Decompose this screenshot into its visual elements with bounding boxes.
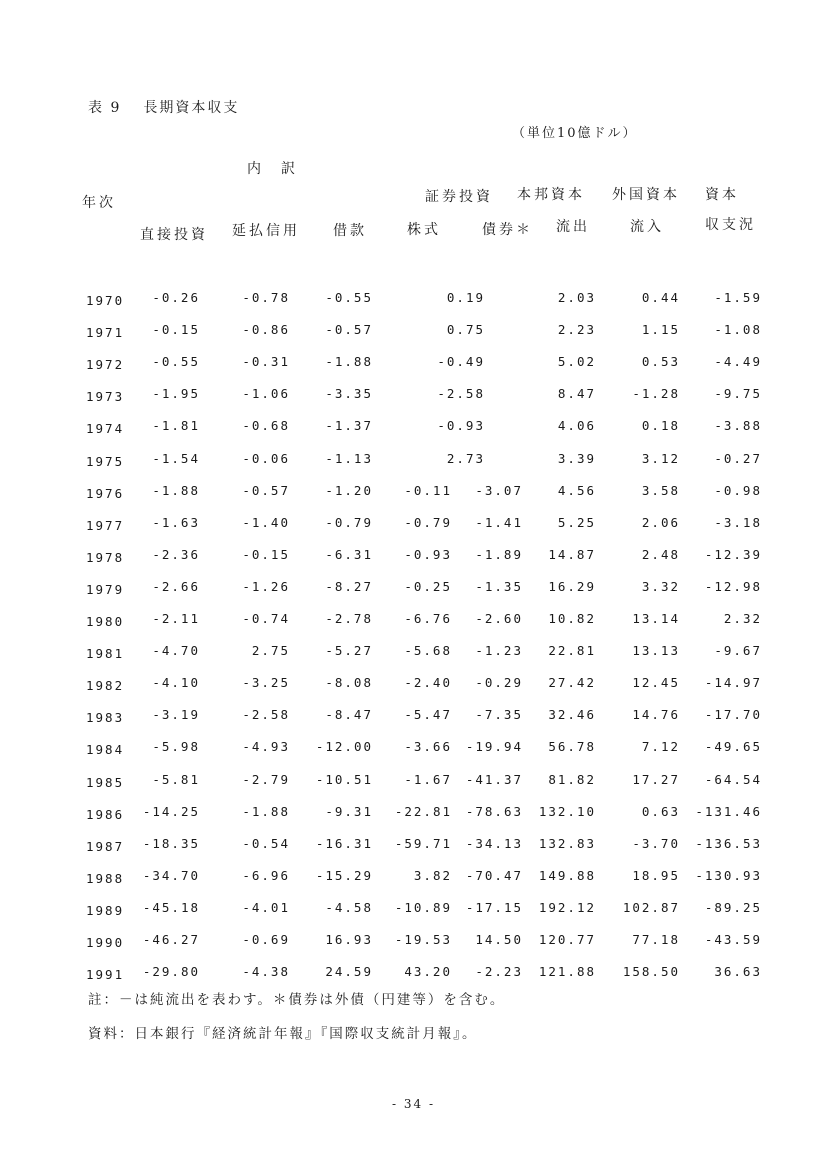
cell-loans: -1.37	[325, 418, 373, 433]
cell-stocks: -0.11	[404, 483, 452, 498]
cell-loans: -1.88	[325, 354, 373, 369]
cell-direct: -1.95	[152, 386, 200, 401]
cell-deferred: -0.06	[242, 451, 290, 466]
cell-year: 1972	[86, 357, 125, 372]
cell-balance: 2.32	[723, 611, 762, 626]
page-number: - 34 -	[391, 1097, 435, 1111]
cell-loans: -3.35	[325, 386, 373, 401]
cell-direct: -4.70	[152, 643, 200, 658]
foreign-capital-header: 外国資本	[612, 187, 680, 203]
cell-direct: -45.18	[142, 900, 200, 915]
cell-year: 1979	[86, 582, 125, 597]
cell-outflow: 10.82	[548, 611, 596, 626]
cell-loans: -6.31	[325, 547, 373, 562]
cell-inflow: 0.18	[641, 418, 680, 433]
cell-balance: -4.49	[714, 354, 762, 369]
cell-outflow: 121.88	[538, 964, 596, 979]
cell-outflow: 4.56	[557, 483, 596, 498]
cell-securities-total: -0.49	[437, 354, 485, 369]
table-title-text: 長期資本収支	[143, 100, 240, 116]
cell-year: 1987	[86, 839, 125, 854]
cell-outflow: 192.12	[538, 900, 596, 915]
cell-inflow: 158.50	[622, 964, 680, 979]
balance-header: 収支況	[705, 217, 756, 233]
outflow-header: 流出	[556, 219, 590, 235]
cell-loans: -8.47	[325, 707, 373, 722]
cell-direct: -2.11	[152, 611, 200, 626]
cell-balance: -131.46	[695, 804, 762, 819]
cell-loans: -2.78	[325, 611, 373, 626]
cell-deferred: -0.78	[242, 290, 290, 305]
cell-deferred: -0.54	[242, 836, 290, 851]
cell-outflow: 16.29	[548, 579, 596, 594]
cell-direct: -1.88	[152, 483, 200, 498]
cell-inflow: 3.12	[641, 451, 680, 466]
cell-bonds: -17.15	[465, 900, 523, 915]
cell-loans: -15.29	[315, 868, 373, 883]
cell-outflow: 4.06	[557, 418, 596, 433]
cell-year: 1978	[86, 550, 125, 565]
cell-direct: -5.98	[152, 739, 200, 754]
cell-year: 1976	[86, 486, 125, 501]
cell-balance: -43.59	[704, 932, 762, 947]
table-title	[82, 97, 239, 117]
cell-inflow: 102.87	[622, 900, 680, 915]
cell-bonds: -1.23	[475, 643, 523, 658]
cell-year: 1988	[86, 871, 125, 886]
cell-stocks: -0.93	[404, 547, 452, 562]
cell-deferred: -1.88	[242, 804, 290, 819]
cell-outflow: 81.82	[548, 772, 596, 787]
cell-bonds: -7.35	[475, 707, 523, 722]
cell-outflow: 2.03	[557, 290, 596, 305]
cell-year: 1984	[86, 742, 125, 757]
cell-deferred: -0.68	[242, 418, 290, 433]
cell-outflow: 5.02	[557, 354, 596, 369]
cell-stocks: -59.71	[394, 836, 452, 851]
cell-stocks: 3.82	[413, 868, 452, 883]
cell-balance: -17.70	[704, 707, 762, 722]
cell-direct: -1.63	[152, 515, 200, 530]
cell-balance: -49.65	[704, 739, 762, 754]
cell-outflow: 132.10	[538, 804, 596, 819]
cell-balance: -9.67	[714, 643, 762, 658]
cell-securities-total: 0.19	[446, 290, 485, 305]
cell-direct: -2.66	[152, 579, 200, 594]
cell-inflow: 0.53	[641, 354, 680, 369]
cell-stocks: -0.25	[404, 579, 452, 594]
cell-deferred: -0.31	[242, 354, 290, 369]
cell-outflow: 2.23	[557, 322, 596, 337]
cell-deferred: -4.01	[242, 900, 290, 915]
cell-deferred: -2.58	[242, 707, 290, 722]
cell-deferred: -0.57	[242, 483, 290, 498]
cell-outflow: 5.25	[557, 515, 596, 530]
cell-loans: -1.13	[325, 451, 373, 466]
year-header: 年次	[82, 195, 116, 211]
cell-loans: -16.31	[315, 836, 373, 851]
cell-bonds: -19.94	[465, 739, 523, 754]
cell-year: 1973	[86, 389, 125, 404]
cell-direct: -0.55	[152, 354, 200, 369]
inflow-header: 流入	[630, 219, 664, 235]
cell-securities-total: 2.73	[446, 451, 485, 466]
cell-balance: 36.63	[714, 964, 762, 979]
cell-securities-total: 0.75	[446, 322, 485, 337]
table-number: 表 9	[88, 100, 122, 116]
cell-bonds: -1.89	[475, 547, 523, 562]
cell-deferred: -0.15	[242, 547, 290, 562]
cell-inflow: 17.27	[632, 772, 680, 787]
cell-balance: -14.97	[704, 675, 762, 690]
direct-investment-header: 直接投資	[140, 227, 208, 243]
cell-direct: -0.26	[152, 290, 200, 305]
cell-balance: -1.08	[714, 322, 762, 337]
unit-label: （単位10億ドル）	[512, 126, 638, 141]
cell-year: 1983	[86, 710, 125, 725]
cell-year: 1974	[86, 421, 125, 436]
cell-inflow: 13.14	[632, 611, 680, 626]
cell-deferred: -1.06	[242, 386, 290, 401]
cell-loans: -0.79	[325, 515, 373, 530]
cell-loans: -10.51	[315, 772, 373, 787]
cell-deferred: -4.93	[242, 739, 290, 754]
cell-deferred: 2.75	[251, 643, 290, 658]
note-text: 註：－は純流出を表わす。＊債券は外債（円建等）を含む。	[88, 992, 506, 1008]
cell-inflow: 3.32	[641, 579, 680, 594]
cell-bonds: -2.60	[475, 611, 523, 626]
cell-bonds: -70.47	[465, 868, 523, 883]
cell-loans: -8.27	[325, 579, 373, 594]
cell-deferred: -1.40	[242, 515, 290, 530]
cell-balance: -3.88	[714, 418, 762, 433]
cell-balance: -136.53	[695, 836, 762, 851]
cell-direct: -34.70	[142, 868, 200, 883]
cell-year: 1990	[86, 935, 125, 950]
stocks-header: 株式	[407, 222, 441, 238]
cell-direct: -0.15	[152, 322, 200, 337]
cell-deferred: -3.25	[242, 675, 290, 690]
cell-loans: -0.55	[325, 290, 373, 305]
cell-inflow: 77.18	[632, 932, 680, 947]
cell-bonds: -78.63	[465, 804, 523, 819]
cell-balance: -12.98	[704, 579, 762, 594]
cell-bonds: -2.23	[475, 964, 523, 979]
cell-direct: -4.10	[152, 675, 200, 690]
cell-direct: -1.54	[152, 451, 200, 466]
cell-year: 1975	[86, 454, 125, 469]
cell-year: 1980	[86, 614, 125, 629]
securities-header: 証券投資	[425, 189, 493, 205]
cell-balance: -64.54	[704, 772, 762, 787]
cell-direct: -5.81	[152, 772, 200, 787]
cell-deferred: -0.69	[242, 932, 290, 947]
cell-deferred: -0.74	[242, 611, 290, 626]
cell-inflow: 0.44	[641, 290, 680, 305]
cell-inflow: 3.58	[641, 483, 680, 498]
cell-bonds: -1.35	[475, 579, 523, 594]
cell-deferred: -0.86	[242, 322, 290, 337]
cell-direct: -3.19	[152, 707, 200, 722]
breakdown-header: 内 訳	[247, 161, 298, 177]
cell-direct: -18.35	[142, 836, 200, 851]
cell-balance: -89.25	[704, 900, 762, 915]
cell-loans: -9.31	[325, 804, 373, 819]
cell-inflow: 12.45	[632, 675, 680, 690]
cell-stocks: 43.20	[404, 964, 452, 979]
cell-year: 1985	[86, 775, 125, 790]
cell-outflow: 22.81	[548, 643, 596, 658]
source-text: 資料：日本銀行『経済統計年報』『国際収支統計月報』。	[88, 1026, 478, 1042]
cell-inflow: -1.28	[632, 386, 680, 401]
cell-bonds: 14.50	[475, 932, 523, 947]
cell-stocks: -1.67	[404, 772, 452, 787]
cell-loans: -0.57	[325, 322, 373, 337]
cell-loans: -1.20	[325, 483, 373, 498]
cell-securities-total: -2.58	[437, 386, 485, 401]
cell-year: 1981	[86, 646, 125, 661]
japan-capital-header: 本邦資本	[517, 187, 585, 203]
cell-outflow: 3.39	[557, 451, 596, 466]
cell-inflow: 14.76	[632, 707, 680, 722]
cell-direct: -29.80	[142, 964, 200, 979]
cell-stocks: -22.81	[394, 804, 452, 819]
cell-outflow: 56.78	[548, 739, 596, 754]
cell-outflow: 132.83	[538, 836, 596, 851]
cell-bonds: -34.13	[465, 836, 523, 851]
cell-stocks: -3.66	[404, 739, 452, 754]
cell-outflow: 120.77	[538, 932, 596, 947]
cell-stocks: -6.76	[404, 611, 452, 626]
cell-inflow: 2.48	[641, 547, 680, 562]
cell-outflow: 149.88	[538, 868, 596, 883]
cell-balance: -12.39	[704, 547, 762, 562]
cell-year: 1991	[86, 967, 125, 982]
cell-inflow: 2.06	[641, 515, 680, 530]
cell-loans: 16.93	[325, 932, 373, 947]
cell-securities-total: -0.93	[437, 418, 485, 433]
cell-stocks: -0.79	[404, 515, 452, 530]
cell-loans: -12.00	[315, 739, 373, 754]
cell-inflow: 13.13	[632, 643, 680, 658]
cell-year: 1982	[86, 678, 125, 693]
cell-bonds: -1.41	[475, 515, 523, 530]
cell-inflow: 1.15	[641, 322, 680, 337]
cell-direct: -2.36	[152, 547, 200, 562]
cell-outflow: 14.87	[548, 547, 596, 562]
cell-balance: -130.93	[695, 868, 762, 883]
cell-year: 1977	[86, 518, 125, 533]
cell-direct: -14.25	[142, 804, 200, 819]
loans-header: 借款	[333, 223, 367, 239]
cell-balance: -0.27	[714, 451, 762, 466]
cell-balance: -1.59	[714, 290, 762, 305]
cell-bonds: -41.37	[465, 772, 523, 787]
cell-stocks: -2.40	[404, 675, 452, 690]
cell-bonds: -3.07	[475, 483, 523, 498]
cell-direct: -46.27	[142, 932, 200, 947]
cell-inflow: 18.95	[632, 868, 680, 883]
cell-outflow: 32.46	[548, 707, 596, 722]
cell-inflow: 0.63	[641, 804, 680, 819]
cell-inflow: 7.12	[641, 739, 680, 754]
cell-stocks: -5.68	[404, 643, 452, 658]
cell-stocks: -19.53	[394, 932, 452, 947]
cell-balance: -3.18	[714, 515, 762, 530]
cell-outflow: 8.47	[557, 386, 596, 401]
deferred-credit-header: 延払信用	[232, 223, 300, 239]
cell-year: 1989	[86, 903, 125, 918]
cell-loans: 24.59	[325, 964, 373, 979]
cell-direct: -1.81	[152, 418, 200, 433]
bonds-header: 債券＊	[482, 222, 533, 238]
cell-year: 1986	[86, 807, 125, 822]
cell-deferred: -6.96	[242, 868, 290, 883]
cell-year: 1970	[86, 293, 125, 308]
cell-bonds: -0.29	[475, 675, 523, 690]
cell-stocks: -10.89	[394, 900, 452, 915]
cell-year: 1971	[86, 325, 125, 340]
capital-header: 資本	[705, 187, 739, 203]
cell-deferred: -4.38	[242, 964, 290, 979]
cell-loans: -5.27	[325, 643, 373, 658]
cell-deferred: -2.79	[242, 772, 290, 787]
cell-inflow: -3.70	[632, 836, 680, 851]
cell-loans: -4.58	[325, 900, 373, 915]
cell-deferred: -1.26	[242, 579, 290, 594]
cell-loans: -8.08	[325, 675, 373, 690]
cell-stocks: -5.47	[404, 707, 452, 722]
cell-balance: -0.98	[714, 483, 762, 498]
cell-balance: -9.75	[714, 386, 762, 401]
cell-outflow: 27.42	[548, 675, 596, 690]
